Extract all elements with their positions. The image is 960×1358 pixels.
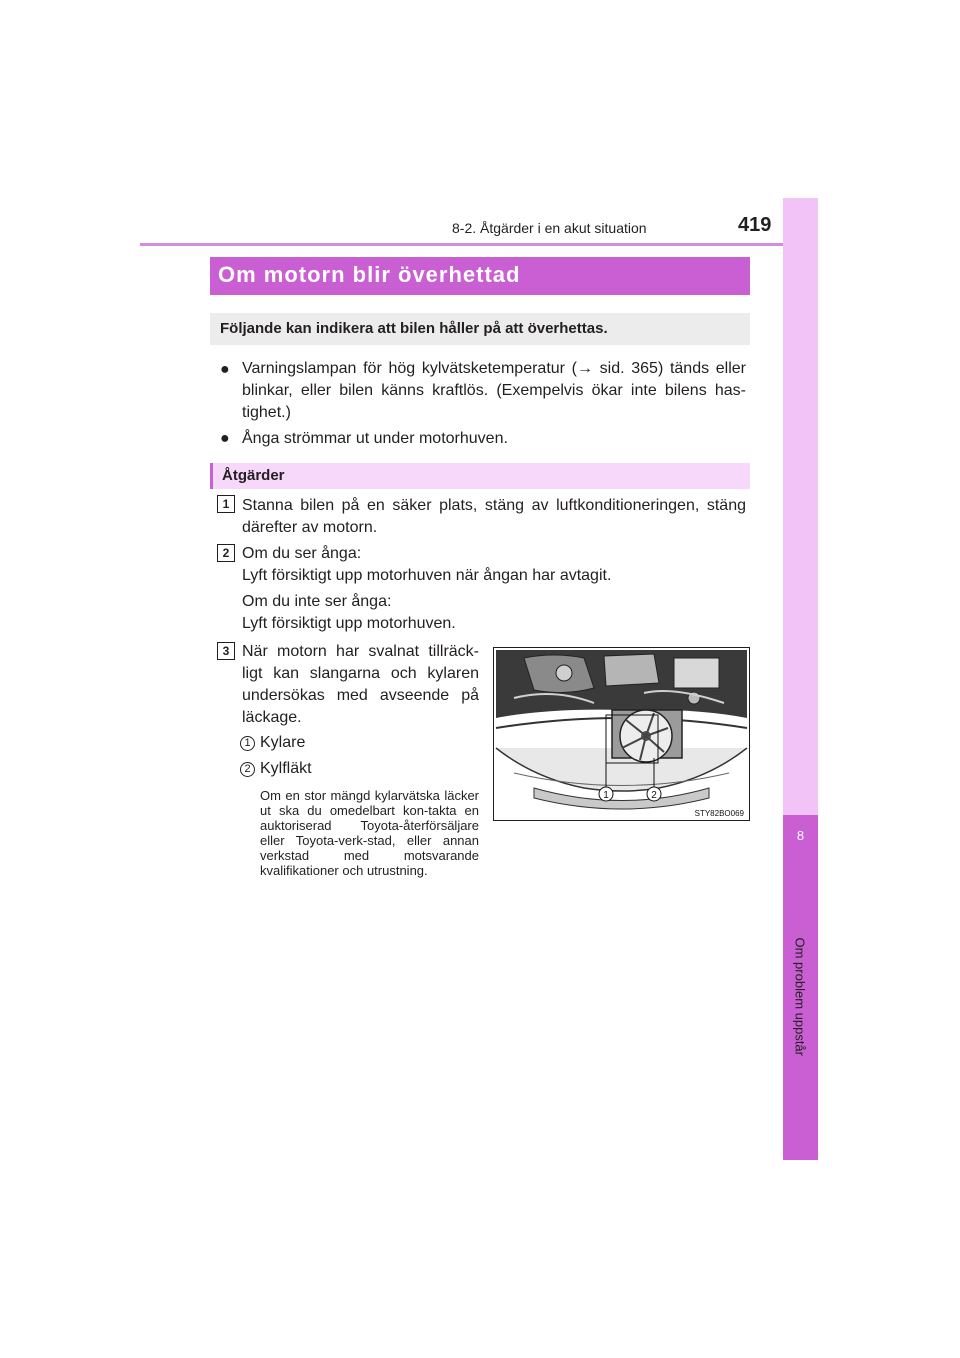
step-2-line-2: Lyft försiktigt upp motorhuven när ångan har avtagit. <box>242 567 612 584</box>
page-title: Om motorn blir överhettad <box>218 262 521 287</box>
callout-number: 1 <box>240 736 255 751</box>
bullet-icon: ● <box>220 430 230 447</box>
step-2-line-3: Om du inte ser ånga: <box>242 593 392 610</box>
engine-bay-illustration-icon <box>494 648 749 820</box>
step-number-box: 1 <box>217 495 235 513</box>
step-1-text: Stanna bilen på en säker plats, stäng av luftkonditioneringen, stäng därefter av motorn. <box>242 497 746 536</box>
page-number: 419 <box>738 214 772 236</box>
engine-bay-figure <box>493 647 750 821</box>
part-label-2: Kylfläkt <box>260 760 312 777</box>
step-2-line-1: Om du ser ånga: <box>242 545 362 562</box>
actions-bar <box>210 463 750 489</box>
header-divider <box>140 243 818 246</box>
section-title: 8-2. Åtgärder i en akut situation <box>452 220 647 236</box>
chapter-title: Om problem uppstår <box>792 937 808 1056</box>
intro-heading: Följande kan indikera att bilen håller på att överhettas. <box>220 320 608 337</box>
callout-number: 2 <box>240 762 255 777</box>
figure-code: STY82BO069 <box>694 809 744 818</box>
step-2-line-4: Lyft försiktigt upp motorhuven. <box>242 615 456 632</box>
figure-callout-1: 1 <box>603 790 609 801</box>
bullet-text-1: Varningslampan för hög kylvätsketemperatur (→ sid. 365) tänds eller blinkar, eller bilen känns kraftlös. (Exempelvis ökar inte bilens has-tighet.) <box>242 360 746 421</box>
step-3-text: När motorn har svalnat tillräck-ligt kan slangarna och kylaren undersökas med avseende på läckage. <box>242 643 479 726</box>
part-label-1: Kylare <box>260 734 306 751</box>
bullet-text-2: Ånga strömmar ut under motorhuven. <box>242 430 508 447</box>
step-number-box: 2 <box>217 544 235 562</box>
step-number-box: 3 <box>217 642 235 660</box>
bullet-icon: ● <box>220 361 230 378</box>
warning-note: Om en stor mängd kylarvätska läcker ut ska du omedelbart kon-takta en auktoriserad Toyota-återförsäljare eller Toyota-verk-stad, eller annan verkstad med motsvarande kvalifikationer och utrustning. <box>260 788 479 878</box>
figure-callout-2: 2 <box>651 790 657 801</box>
actions-heading: Åtgärder <box>222 467 285 484</box>
chapter-number: 8 <box>796 828 805 843</box>
